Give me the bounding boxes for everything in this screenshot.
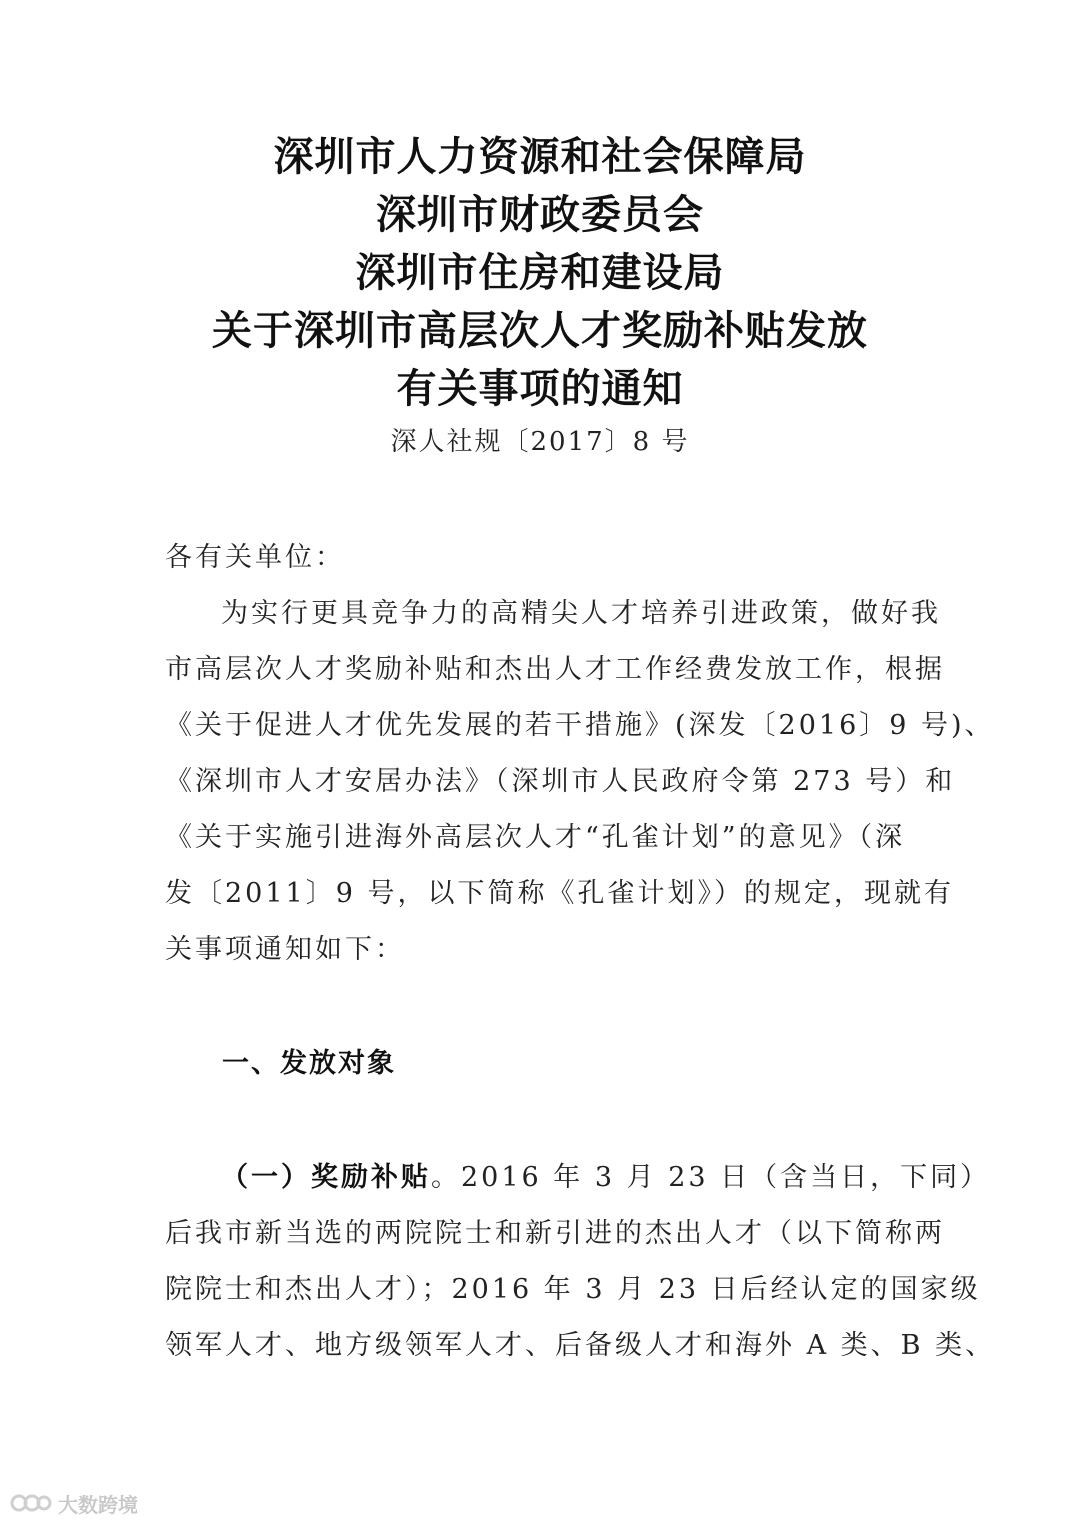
paragraph-line: 关事项通知如下：: [165, 934, 405, 965]
section-heading: 一、发放对象: [222, 1048, 396, 1079]
paragraph-line: 《关于实施引进海外高层次人才“孔雀计划”的意见》（深: [165, 822, 906, 853]
title-line-5: 有关事项的通知: [396, 366, 684, 412]
reward-paragraph: [165, 1150, 996, 1374]
paragraph-line: 院院士和杰出人才）；2016 年 3 月 23 日后经认定的国家级: [165, 1274, 981, 1305]
salutation: 各有关单位：: [165, 542, 345, 573]
title-line-1: 深圳市人力资源和社会保障局: [273, 134, 807, 180]
paragraph-line: 为实行更具竞争力的高精尖人才培养引进政策，做好我: [221, 598, 941, 629]
paragraph-line: 领军人才、地方级领军人才、后备级人才和海外 A 类、B 类、: [165, 1330, 996, 1361]
document-number: 深人社规〔2017〕8 号: [390, 427, 690, 457]
sub-heading: （一）奖励补贴: [221, 1162, 431, 1193]
paragraph-line: 《关于促进人才优先发展的若干措施》(深发〔2016〕9 号)、: [165, 710, 995, 741]
intro-paragraph: [165, 586, 995, 978]
watermark-logo-icon: [10, 1490, 52, 1516]
title-line-2: 深圳市财政委员会: [376, 192, 704, 238]
paragraph-first-line: [165, 1150, 991, 1206]
paragraph-line: 《深圳市人才安居办法》（深圳市人民政府令第 273 号）和: [165, 766, 956, 797]
document-title: [0, 128, 1080, 418]
title-line-3: 深圳市住房和建设局: [355, 250, 725, 296]
paragraph-line: 市高层次人才奖励补贴和杰出人才工作经费发放工作，根据: [165, 654, 945, 685]
paragraph-line: 后我市新当选的两院院士和新引进的杰出人才（以下简称两: [165, 1218, 945, 1249]
watermark-text: 大数跨境: [58, 1492, 138, 1517]
title-line-4: 关于深圳市高层次人才奖励补贴发放: [212, 308, 868, 354]
paragraph-line: 发〔2011〕9 号，以下简称《孔雀计划》）的规定，现就有: [165, 878, 954, 909]
paragraph-text: 。2016 年 3 月 23 日（含当日，下同）: [431, 1162, 991, 1193]
watermark: [10, 1488, 138, 1518]
